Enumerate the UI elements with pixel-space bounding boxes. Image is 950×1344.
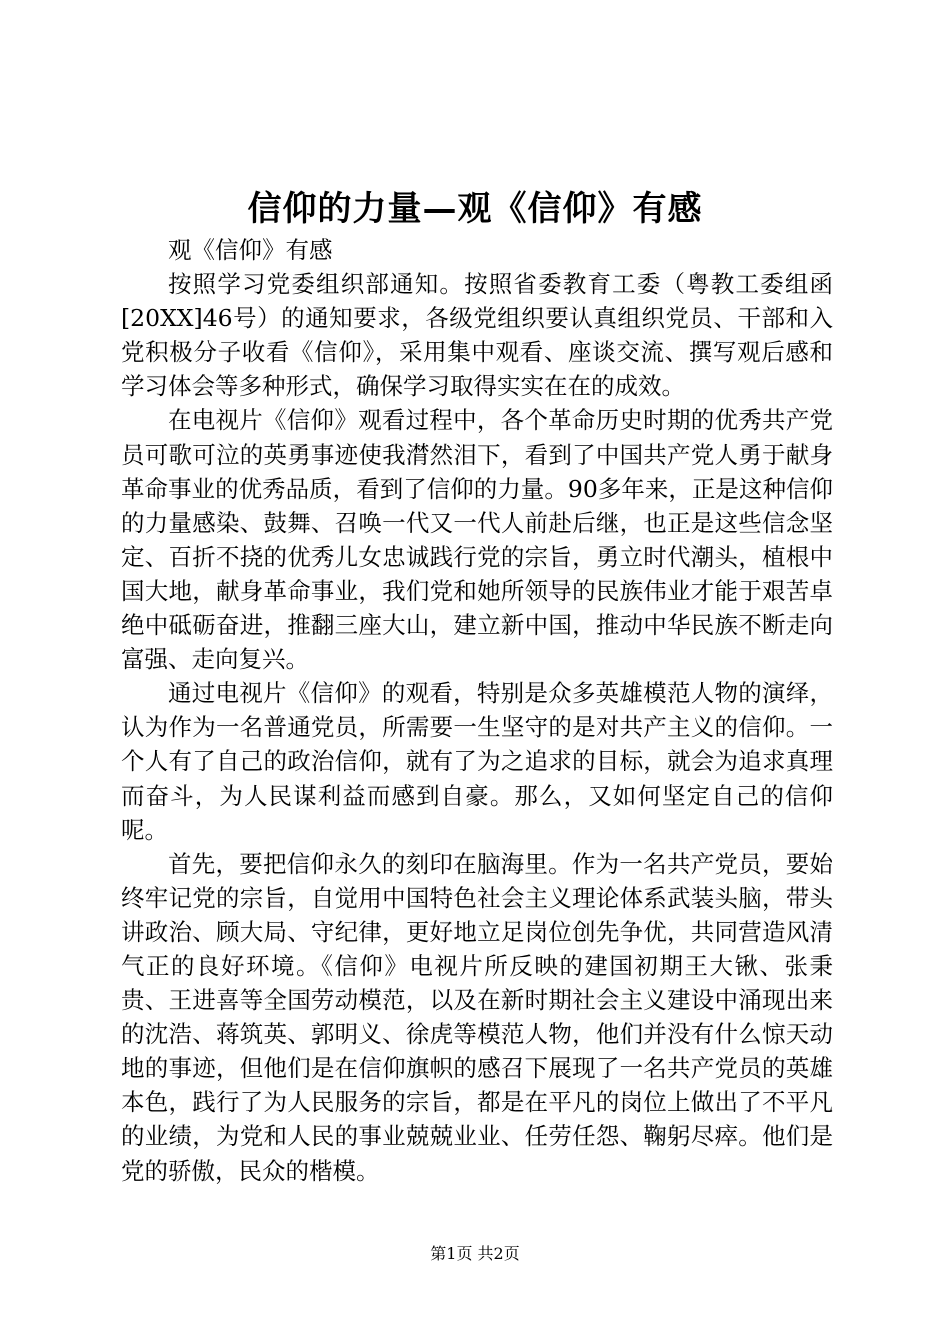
paragraph: 按照学习党委组织部通知。按照省委教育工委（粤教工委组函[20XX]46号）的通知要求，各级党组织要认真组织党员、干部和入党积极分子收看《信仰》，采用集中观看、座谈交流、撰写观后感和学习体会等多种形式，确保学习取得实实在在的成效。	[121, 270, 833, 401]
document-body	[121, 233, 833, 1188]
document-subtitle: 观《信仰》有感	[168, 236, 333, 264]
paragraph: 在电视片《信仰》观看过程中，各个革命历史时期的优秀共产党员可歌可泣的英勇事迹使我潸然泪下，看到了中国共产党人勇于献身革命事业的优秀品质，看到了信仰的力量。90多年来，正是这种信仰的力量感染、鼓舞、召唤一代又一代人前赴后继，也正是这些信念坚定、百折不挠的优秀儿女忠诚践行党的宗旨，勇立时代潮头，植根中国大地，献身革命事业，我们党和她所领导的民族伟业才能于艰苦卓绝中砥砺奋进，推翻三座大山，建立新中国，推动中华民族不断走向富强、走向复兴。	[121, 406, 833, 674]
page-number-footer: 第1页 共2页	[430, 1244, 520, 1263]
paragraph: 首先，要把信仰永久的刻印在脑海里。作为一名共产党员，要始终牢记党的宗旨，自觉用中国特色社会主义理论体系武装头脑，带头讲政治、顾大局、守纪律，更好地立足岗位创先争优，共同营造风清气正的良好环境。《信仰》电视片所反映的建国初期王大锹、张秉贵、王进喜等全国劳动模范，以及在新时期社会主义建设中涌现出来的沈浩、蒋筑英、郭明义、徐虎等模范人物，他们并没有什么惊天动地的事迹，但他们是在信仰旗帜的感召下展现了一名共产党员的英雄本色，践行了为人民服务的宗旨，都是在平凡的岗位上做出了不平凡的业绩，为党和人民的事业兢兢业业、任劳任怨、鞠躬尽瘁。他们是党的骄傲，民众的楷模。	[121, 849, 833, 1185]
document-title: 信仰的力量—观《信仰》有感	[247, 189, 703, 229]
paragraph: 通过电视片《信仰》的观看，特别是众多英雄模范人物的演绎，认为作为一名普通党员，所需要一生坚守的是对共产主义的信仰。一个人有了自己的政治信仰，就有了为之追求的目标，就会为追求真理而奋斗，为人民谋利益而感到自豪。那么，又如何坚定自己的信仰呢。	[121, 679, 833, 844]
